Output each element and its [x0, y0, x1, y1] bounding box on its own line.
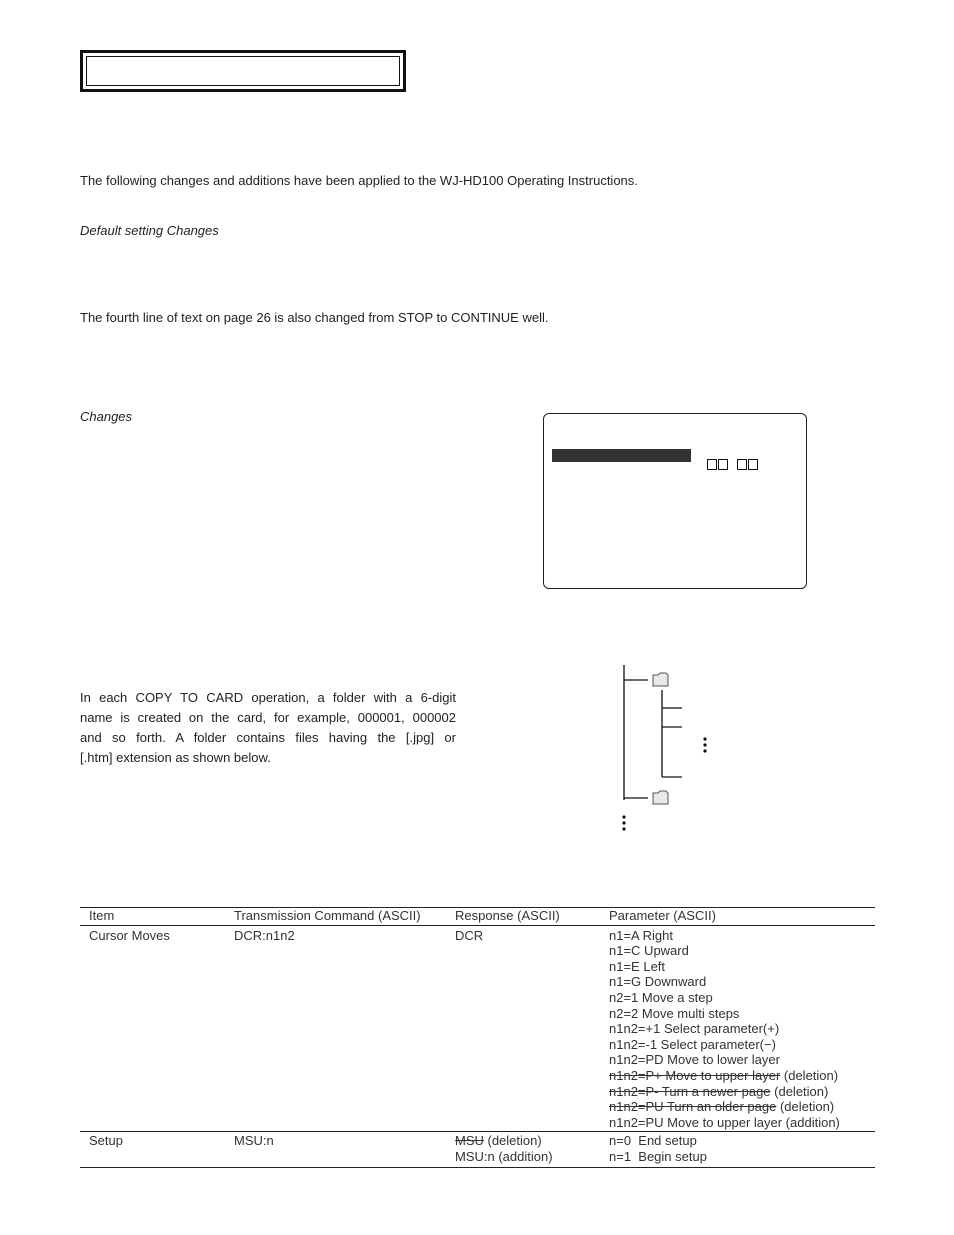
- copy-to-card-paragraph: [80, 688, 456, 768]
- cell-response: DCR: [446, 925, 600, 1132]
- changes-heading: Changes: [80, 409, 133, 424]
- cell-response: MSU (deletion) MSU:n (addition): [446, 1132, 600, 1167]
- default-setting-heading: Default setting Changes: [80, 223, 219, 238]
- fourth-line-text: The fourth line of text on page 26 is also changed from STOP to CONTINUE well.: [80, 310, 549, 325]
- header-response: Response (ASCII): [446, 908, 600, 926]
- intro-text: The following changes and additions have been applied to the WJ-HD100 Operating Instructions.: [80, 173, 638, 188]
- table-header-row: [80, 908, 875, 926]
- header-command: Transmission Command (ASCII): [225, 908, 446, 926]
- cell-command: MSU:n: [225, 1132, 446, 1167]
- folder-icon-2: [653, 791, 668, 804]
- cell-item: Setup: [80, 1132, 225, 1167]
- header-item: Item: [80, 908, 225, 926]
- section-title-frame: [80, 50, 406, 92]
- command-table: [80, 907, 875, 1168]
- folder-icon: [653, 673, 668, 686]
- cell-command: DCR:n1n2: [225, 925, 446, 1132]
- table-row: [80, 925, 875, 1132]
- cell-parameters: n1=A Right n1=C Upward n1=E Left n1=G Downward n2=1 Move a step n2=2 Move multi steps n1n2=+1 Select parameter(+) n1n2=-1 Select parameter(−) n1n2=PD Move to lower layer n1n2=P+ Move to upper layer (deletion) n1n2=P- Turn a newer page (deletion) n1n2=PU Turn an older page (deletion) n1n2=PU Move to upper layer (addition): [600, 925, 875, 1132]
- highlighted-menu-bar: [552, 449, 691, 462]
- cell-item: Cursor Moves: [80, 925, 225, 1132]
- copy-line-3: and so forth. A folder contains files having the [.jpg] or: [80, 730, 456, 745]
- copy-line-4: [.htm] extension as shown below.: [80, 750, 271, 765]
- folder-tree-diagram: [600, 660, 720, 835]
- table-row: [80, 1132, 875, 1167]
- header-parameter: Parameter (ASCII): [600, 908, 875, 926]
- monitor-screen-illustration: [543, 413, 807, 589]
- copy-line-1: In each COPY TO CARD operation, a folder with a 6-digit: [80, 690, 456, 705]
- date-field-boxes: [707, 459, 759, 473]
- copy-line-2: name is created on the card, for example, 000001, 000002: [80, 710, 456, 725]
- cell-parameters: n=0 End setup n=1 Begin setup: [600, 1132, 875, 1167]
